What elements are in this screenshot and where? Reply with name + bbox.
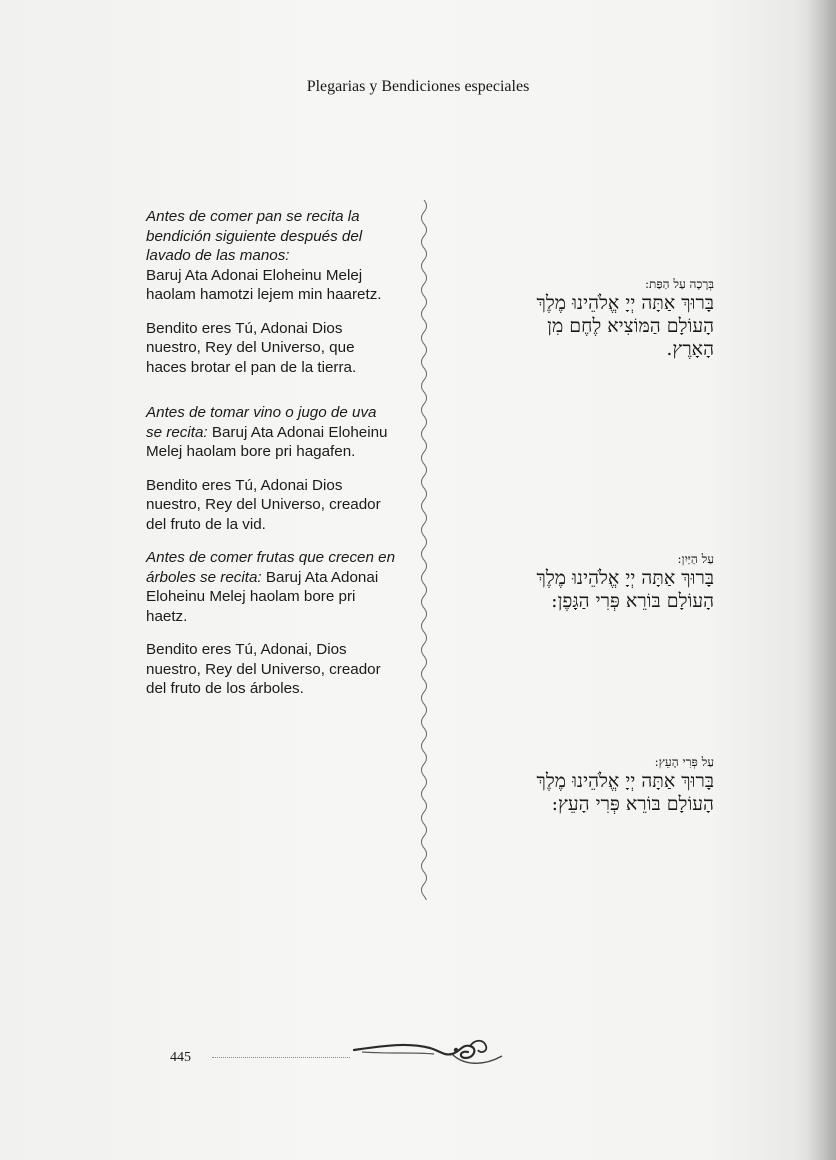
bread-translation: Bendito eres Tú, Adonai Dios nuestro, Rey del Universo, que haces brotar el pan de la tierra. [146, 319, 357, 376]
fruit-transliteration: Baruj Ata Adonai Eloheinu Melej haolam bore pri haetz. [146, 568, 379, 625]
hebrew-wine-line-1: בָּרוּךְ אַתָּה יְיָ אֱלֹהֵינוּ מֶלֶךְ [536, 567, 714, 589]
spine-shadow [806, 0, 836, 1160]
spanish-column [146, 207, 396, 713]
hebrew-fruit-line-1: בָּרוּךְ אַתָּה יְיָ אֱלֹהֵינוּ מֶלֶךְ [536, 770, 714, 792]
wine-translation: Bendito eres Tú, Adonai Dios nuestro, Rey del Universo, creador del fruto de la vid. [146, 476, 381, 533]
hebrew-fruit-line-2: הָעוֹלָם בּוֹרֵא פְּרִי הָעֵץ: [551, 793, 714, 815]
bread-intro: Antes de comer pan se recita la bendición siguiente después del lavado de las manos: [146, 208, 363, 264]
hebrew-wine-title: עַל הַיַּיִן: [677, 552, 714, 566]
fruit-translation: Bendito eres Tú, Adonai, Dios nuestro, Rey del Universo, creador del fruto de los árboles. [146, 641, 381, 697]
hebrew-bread-line-1: בָּרוּךְ אַתָּה יְיָ אֱלֹהֵינוּ מֶלֶךְ [536, 292, 714, 314]
wine-paragraph [146, 403, 396, 462]
hebrew-fruit-title: עַל פְּרִי הָעֵץ: [654, 755, 714, 769]
fruit-intro: Antes de comer frutas que crecen en árboles se recita: [146, 549, 396, 586]
flourish-ornament-icon [352, 1032, 512, 1072]
hebrew-bread-title: בְּרָכָה עַל הַפַּת: [644, 277, 714, 291]
wine-intro: Antes de tomar vino o jugo de uva se recita: [146, 404, 377, 441]
hebrew-bread-line-2: הָעוֹלָם הַמּוֹצִיא לֶחֶם מִן [547, 315, 714, 337]
bread-transliteration: Baruj Ata Adonai Eloheinu Melej haolam hamotzi lejem min haaretz. [146, 266, 382, 303]
hebrew-fruit-blessing [414, 754, 714, 816]
bread-paragraph [146, 207, 396, 305]
page-header: Plegarias y Bendiciones especiales [306, 78, 530, 95]
hebrew-wine-blessing [414, 551, 714, 613]
hebrew-bread-line-3: הָאָרֶץ. [666, 338, 714, 360]
footer-dotted-rule [212, 1057, 350, 1058]
fruit-paragraph [146, 548, 396, 626]
hebrew-bread-blessing [414, 276, 714, 361]
wine-transliteration: Baruj Ata Adonai Eloheinu Melej haolam bore pri hagafen. [146, 423, 388, 460]
page-number: 445 [170, 1050, 191, 1065]
hebrew-wine-line-2: הָעוֹלָם בּוֹרֵא פְּרִי הַגָּפֶן: [551, 590, 714, 612]
